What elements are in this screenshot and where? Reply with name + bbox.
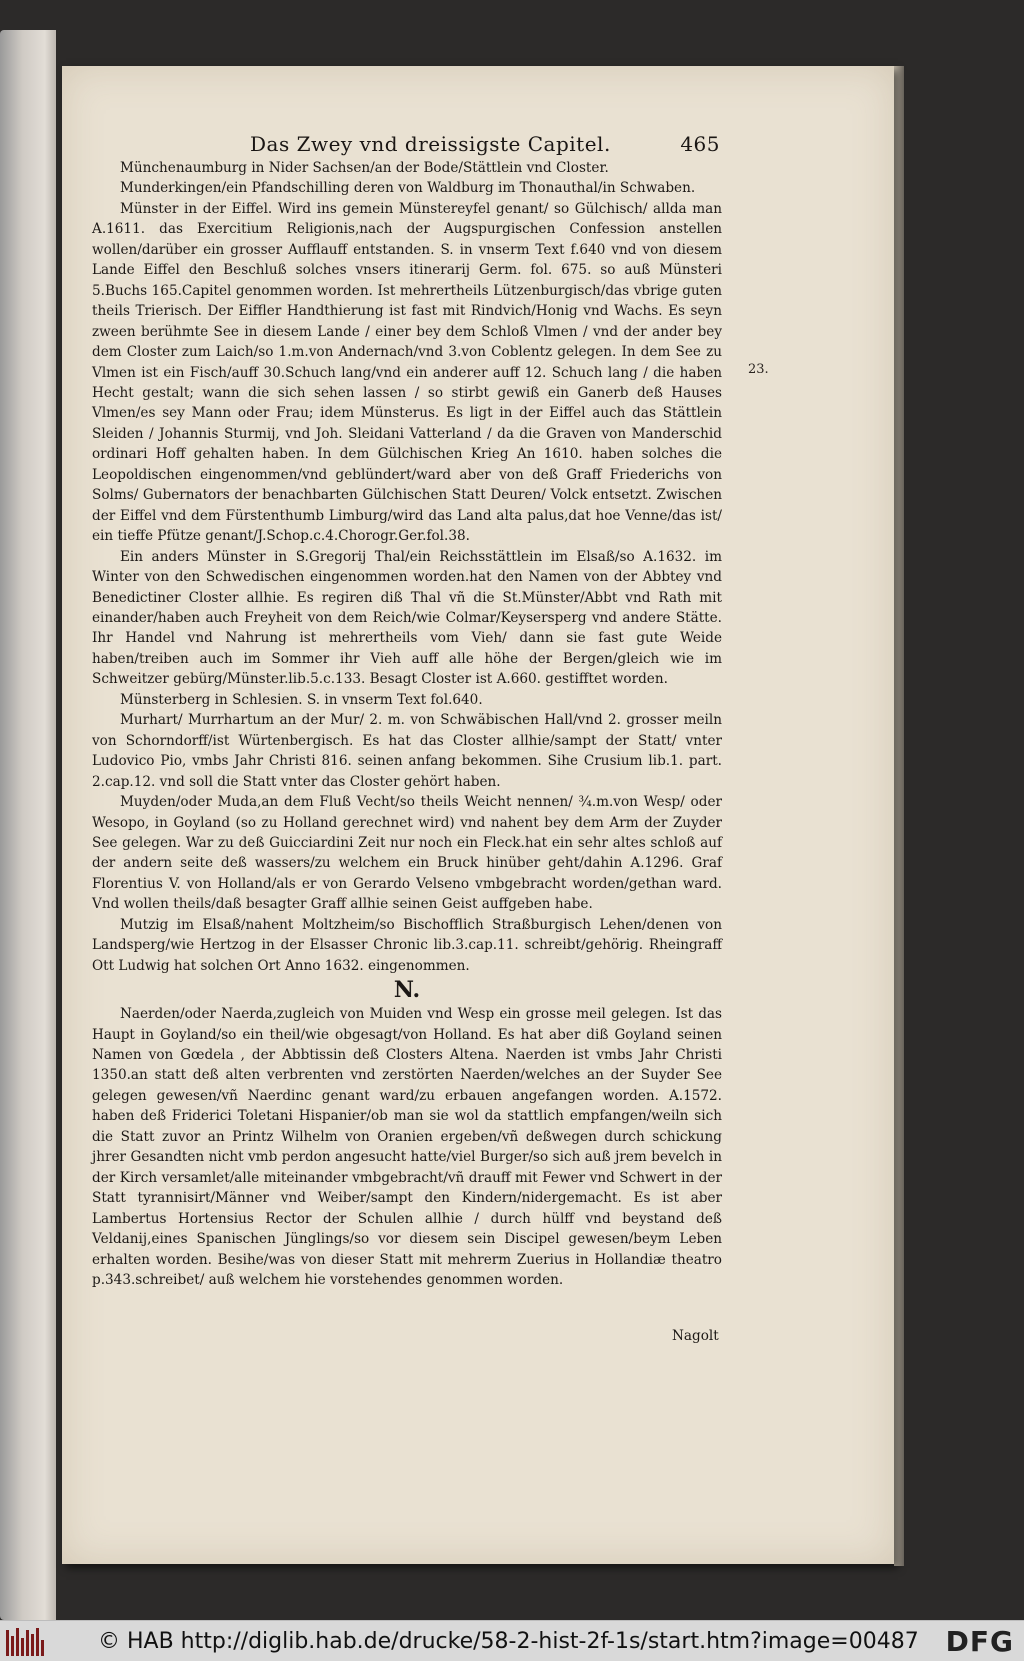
margin-note: 23.	[748, 362, 769, 377]
page-edge	[894, 66, 904, 1566]
paragraph: Münchenaumburg in Nider Sachsen/an der Bode/Stättlein vnd Closter.	[120, 160, 609, 176]
catchword: Nagolt	[672, 1328, 719, 1344]
paragraph: Munderkingen/ein Pfandschilling deren von Waldburg im Thonauthal/in Schwaben.	[120, 180, 696, 197]
paragraph: Münsterberg in Schlesien. S. in vnserm Text fol.640.	[120, 691, 483, 708]
paragraph: Naerden/oder Naerda,zugleich von Muiden vnd Wesp ein grosse meil gelegen. Ist das Haupt in Goyland/so ein theil/wie obgesagt/von Holland. Es hat aber diß Goyland seinen Namen von Gœdela , der Abbtissin deß Closters Altena. Naerden ist vmbs Jahr Christi 1350.an statt deß alten verbrenten vnd zerstörten Naerden/welches an der Suyder See gelegen gewesen/vñ Naerdinc genant ward/zu erbauen angefangen worden. A.1572. haben deß Friderici Toletani Hispanier/ob man sie wol da stattlich empfangen/weiln sich die Statt zuvor an Printz Wilhelm von Oranien ergeben/vñ deßwegen durch schickung jhrer Gesandten nicht vmb perdon angesucht hatte/viel Burger/so sich auß jrem bevelch in der Kirch versamlet/alle miteinander vmbgebracht/vñ drauff mit Fewer vnd Schwert in der Statt tyrannisirt/Männer vnd Weiber/sampt den Kindern/nidergemacht. Es ist aber Lambertus Hortensius Rector der Schulen allhie / durch hülff vnd beystand deß Veldanij,eines Spanischen Jünglings/so vor diesem sein Discipel gewesen/beym Leben erhalten worden. Besihe/was von dieser Statt mit mehrerm Zuerius in Hollandiæ theatro p.343.schreibet/ auß welchem hie vorstehendes genommen worden.	[92, 1006, 722, 1289]
paragraph: Münster in der Eiffel. Wird ins gemein Münstereyfel genant/ so Gülchisch/ allda man A.1611. das Exercitium Religionis,nach der Augspurgischen Confession anstellen wollen/darüber ein grosser Aufflauff entstanden. S. in vnserm Text f.640 vnd von diesem Lande Eiffel den Beschluß solches vnsers itinerarij Germ. fol. 675. so auß Münsteri 5.Buchs 165.Capitel genommen worden. Ist mehrertheils Lützenburgisch/das vbrige guten theils Trierisch. Der Eiffler Handthierung ist fast mit Rindvich/Honig vnd Wachs. Es seyn zween berühmte See in diesem Lande / einer bey dem Schloß Vlmen / vnd der ander bey dem Closter zum Laich/so 1.m.von Andernach/vnd 3.von Coblentz gelegen. In dem See zu Vlmen ist ein Fisch/auff 30.Schuch lang/vnd ein anderer auff 12. Schuch lang / die haben Hecht gestalt; wann die sich sehen lassen / so stirbt gewiß ein Ganerb deß Hauses Vlmen/es sey Mann oder Frau; idem Münsterus. Es ligt in der Eiffel auch das Stättlein Sleiden / Johannis Sturmij, vnd Joh. Sleidani Vatterland / da die Graven von Manderschid ordinari Hoff gehalten haben. In dem Gülchischen Krieg An 1610. haben solches die Leopoldischen eingenommen/vnd geblündert/ward aber von deß Graff Friederichs von Solms/ Gubernators der benachbarten Gülchischen Statt Deuren/ Volck entsetzt. Zwischen der Eiffel vnd dem Fürstenthumb Limburg/wird das Land alta palus,dat hoe Venne/das ist/ ein tieffe Pfütze genant/J.Schop.c.4.Chorogr.Ger.fol.38.	[92, 200, 722, 545]
dfg-logo: DFG	[945, 1625, 1014, 1658]
footer-bar	[0, 1620, 1024, 1661]
page-number: 465	[680, 132, 720, 156]
paragraph: Mutzig im Elsaß/nahent Moltzheim/so Bischofflich Straßburgisch Lehen/denen von Landsperg/wie Hertzog in der Elsasser Chronic lib.3.cap.11. schreibt/gehörig. Rheingraff Ott Ludwig hat solchen Ort Anno 1632. eingenommen.	[92, 916, 722, 974]
copyright-link[interactable]: © HAB http://diglib.hab.de/drucke/58-2-hist-2f-1s/start.htm?image=00487	[98, 1629, 919, 1654]
paragraph: Murhart/ Murrhartum an der Mur/ 2. m. von Schwäbischen Hall/vnd 2. grosser meiln von Schorndorff/ist Würtenbergisch. Es hat das Closter allhie/sampt der Statt/ vnter Ludovico Pio, vmbs Jahr Christi 816. seinen anfang bekommen. Sihe Crusium lib.1. part. 2.cap.12. vnd soll die Statt vnter das Closter gehört haben.	[92, 712, 722, 790]
hab-logo-icon	[6, 1626, 46, 1656]
paragraph: Ein anders Münster in S.Gregorij Thal/ein Reichsstättlein im Elsaß/so A.1632. im Winter von den Schwedischen eingenommen worden.hat den Namen von der Abbtey vnd Benedictiner Closter allhie. Es regiren diß Thal vñ die St.Münster/Abbt vnd Rath mit einander/haben auch Freyheit von dem Reich/wie Colmar/Keysersperg vnd andere Stätte. Ihr Handel vnd Nahrung ist mehrertheils vom Vieh/ dann sie fast gute Weide haben/treiben auch im Sommer ihr Vieh auff alle höhe der Bergen/gleich wie im Schweitzer gebürg/Münster.lib.5.c.133. Besagt Closter ist A.660. gestifftet worden.	[92, 548, 722, 688]
page-text	[92, 158, 722, 1290]
chapter-title: Das Zwey vnd dreissigste Capitel.	[250, 132, 611, 156]
paragraph: Muyden/oder Muda,an dem Fluß Vecht/so theils Weicht nennen/ ¾.m.von Wesp/ oder Wesopo, in Goyland (so zu Holland gerechnet wird) vnd nahent bey dem Arm der Zuyder See gelegen. War zu deß Guicciardini Zeit nur noch ein Fleck.hat ein sehr altes schloß auf der andern seite deß wassers/zu welchem ein Bruck hinüber geht/dahin A.1296. Graf Florentius V. von Holland/als er von Gerardo Velseno vmbgebracht worden/gethan ward. Vnd wollen theils/daß besagter Graff allhie seinen Geist auffgeben habe.	[92, 794, 722, 913]
section-letter: N.	[393, 977, 421, 1004]
left-page-edge	[0, 30, 56, 1620]
